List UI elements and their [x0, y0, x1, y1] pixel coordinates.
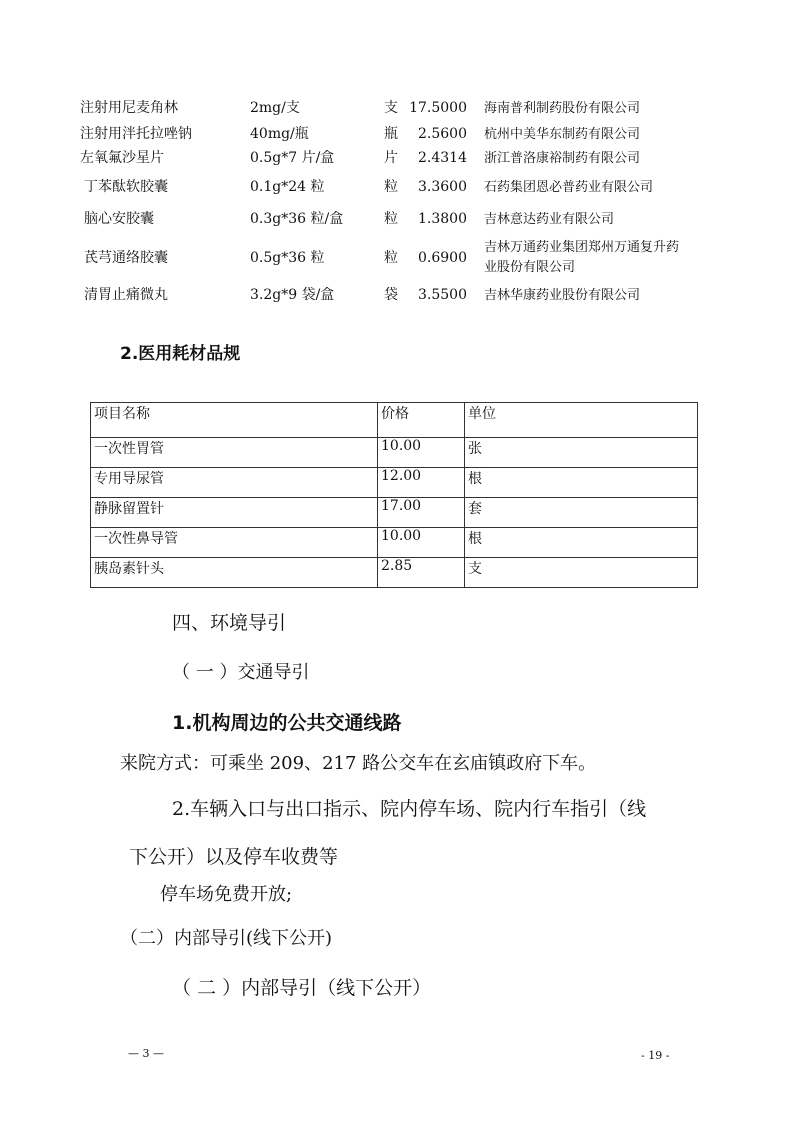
table-cell: 胰岛素针头	[91, 558, 378, 588]
column-header-name: 项目名称	[91, 403, 378, 438]
table-cell: 支	[465, 558, 698, 588]
drug-name: 注射用尼麦角林	[80, 100, 178, 116]
drug-spec: 0.5g*36 粒	[250, 250, 325, 266]
item-vehicle-line2: 下公开）以及停车收费等	[129, 846, 339, 868]
subsection-internal-b: （ 二 ）内部导引（线下公开）	[172, 977, 432, 999]
drug-unit: 袋	[384, 287, 398, 303]
table-cell: 10.00	[378, 528, 465, 558]
drug-manufacturer: 吉林万通药业集团郑州万通复升药业股份有限公司	[484, 240, 680, 275]
consumables-heading: 2.医用耗材品规	[120, 344, 241, 364]
drug-name: 左氧氟沙星片	[80, 150, 164, 166]
drug-manufacturer: 石药集团恩必普药业有限公司	[484, 180, 654, 195]
subsection-traffic: （ 一 ）交通导引	[172, 662, 310, 683]
drug-manufacturer: 吉林意达药业有限公司	[484, 212, 615, 227]
drug-unit: 片	[384, 150, 398, 166]
table-row	[91, 468, 698, 498]
drug-name: 注射用泮托拉唑钠	[80, 126, 192, 142]
table-cell: 静脉留置针	[91, 498, 378, 528]
column-header-price: 价格	[378, 403, 465, 438]
drug-unit: 支	[384, 100, 398, 116]
drug-spec: 3.2g*9 袋/盒	[250, 287, 335, 303]
subsection-internal-a: （二）内部导引(线下公开)	[120, 928, 333, 949]
drug-spec: 0.5g*7 片/盒	[250, 150, 335, 166]
item-public-transport-title: 1.机构周边的公共交通线路	[172, 712, 402, 734]
page-number-right: - 19 -	[641, 1049, 670, 1062]
table-cell: 张	[465, 438, 698, 468]
table-cell: 10.00	[378, 438, 465, 468]
column-header-unit: 单位	[465, 403, 698, 438]
drug-price: 2.4314	[418, 150, 467, 166]
table-cell: 17.00	[378, 498, 465, 528]
table-cell: 专用导尿管	[91, 468, 378, 498]
drug-name: 清胃止痛微丸	[84, 287, 168, 303]
drug-manufacturer: 海南普利制药股份有限公司	[484, 101, 641, 116]
drug-unit: 粒	[384, 211, 398, 227]
drug-spec: 2mg/支	[250, 100, 300, 116]
drug-price: 2.5600	[418, 126, 467, 142]
table-header-row	[91, 403, 698, 438]
drug-price: 3.5500	[418, 287, 467, 303]
drug-spec: 40mg/瓶	[250, 126, 309, 142]
table-row	[91, 498, 698, 528]
drug-manufacturer: 杭州中美华东制药有限公司	[484, 127, 641, 142]
drug-name: 芪芎通络胶囊	[84, 250, 168, 266]
drug-price: 3.3600	[418, 179, 467, 195]
drug-price: 17.5000	[409, 100, 467, 116]
table-row	[91, 528, 698, 558]
table-cell: 一次性鼻导管	[91, 528, 378, 558]
drug-spec: 0.3g*36 粒/盒	[250, 211, 344, 227]
page-number-left: — 3 —	[128, 1047, 164, 1060]
table-cell: 套	[465, 498, 698, 528]
section-title: 四、环境导引	[172, 612, 287, 634]
drug-unit: 瓶	[384, 126, 398, 142]
drug-spec: 0.1g*24 粒	[250, 179, 325, 195]
drug-unit: 粒	[384, 179, 398, 195]
drug-unit: 粒	[384, 250, 398, 266]
item-public-transport-text: 来院方式：可乘坐 209、217 路公交车在玄庙镇政府下车。	[120, 753, 597, 774]
parking-note: 停车场免费开放;	[160, 884, 293, 905]
item-vehicle-line1: 2.车辆入口与出口指示、院内停车场、院内行车指引（线	[172, 798, 647, 820]
table-cell: 根	[465, 468, 698, 498]
table-cell: 12.00	[378, 468, 465, 498]
table-row	[91, 438, 698, 468]
drug-manufacturer: 浙江普洛康裕制药有限公司	[484, 151, 641, 166]
drug-name: 丁苯酞软胶囊	[84, 179, 168, 195]
table-cell: 2.85	[378, 558, 465, 588]
drug-price: 0.6900	[418, 250, 467, 266]
drug-price: 1.3800	[418, 211, 467, 227]
consumables-table	[90, 402, 698, 588]
table-cell: 一次性胃管	[91, 438, 378, 468]
table-cell: 根	[465, 528, 698, 558]
drug-name: 脑心安胶囊	[84, 211, 154, 227]
drug-manufacturer: 吉林华康药业股份有限公司	[484, 288, 641, 303]
table-row	[91, 558, 698, 588]
